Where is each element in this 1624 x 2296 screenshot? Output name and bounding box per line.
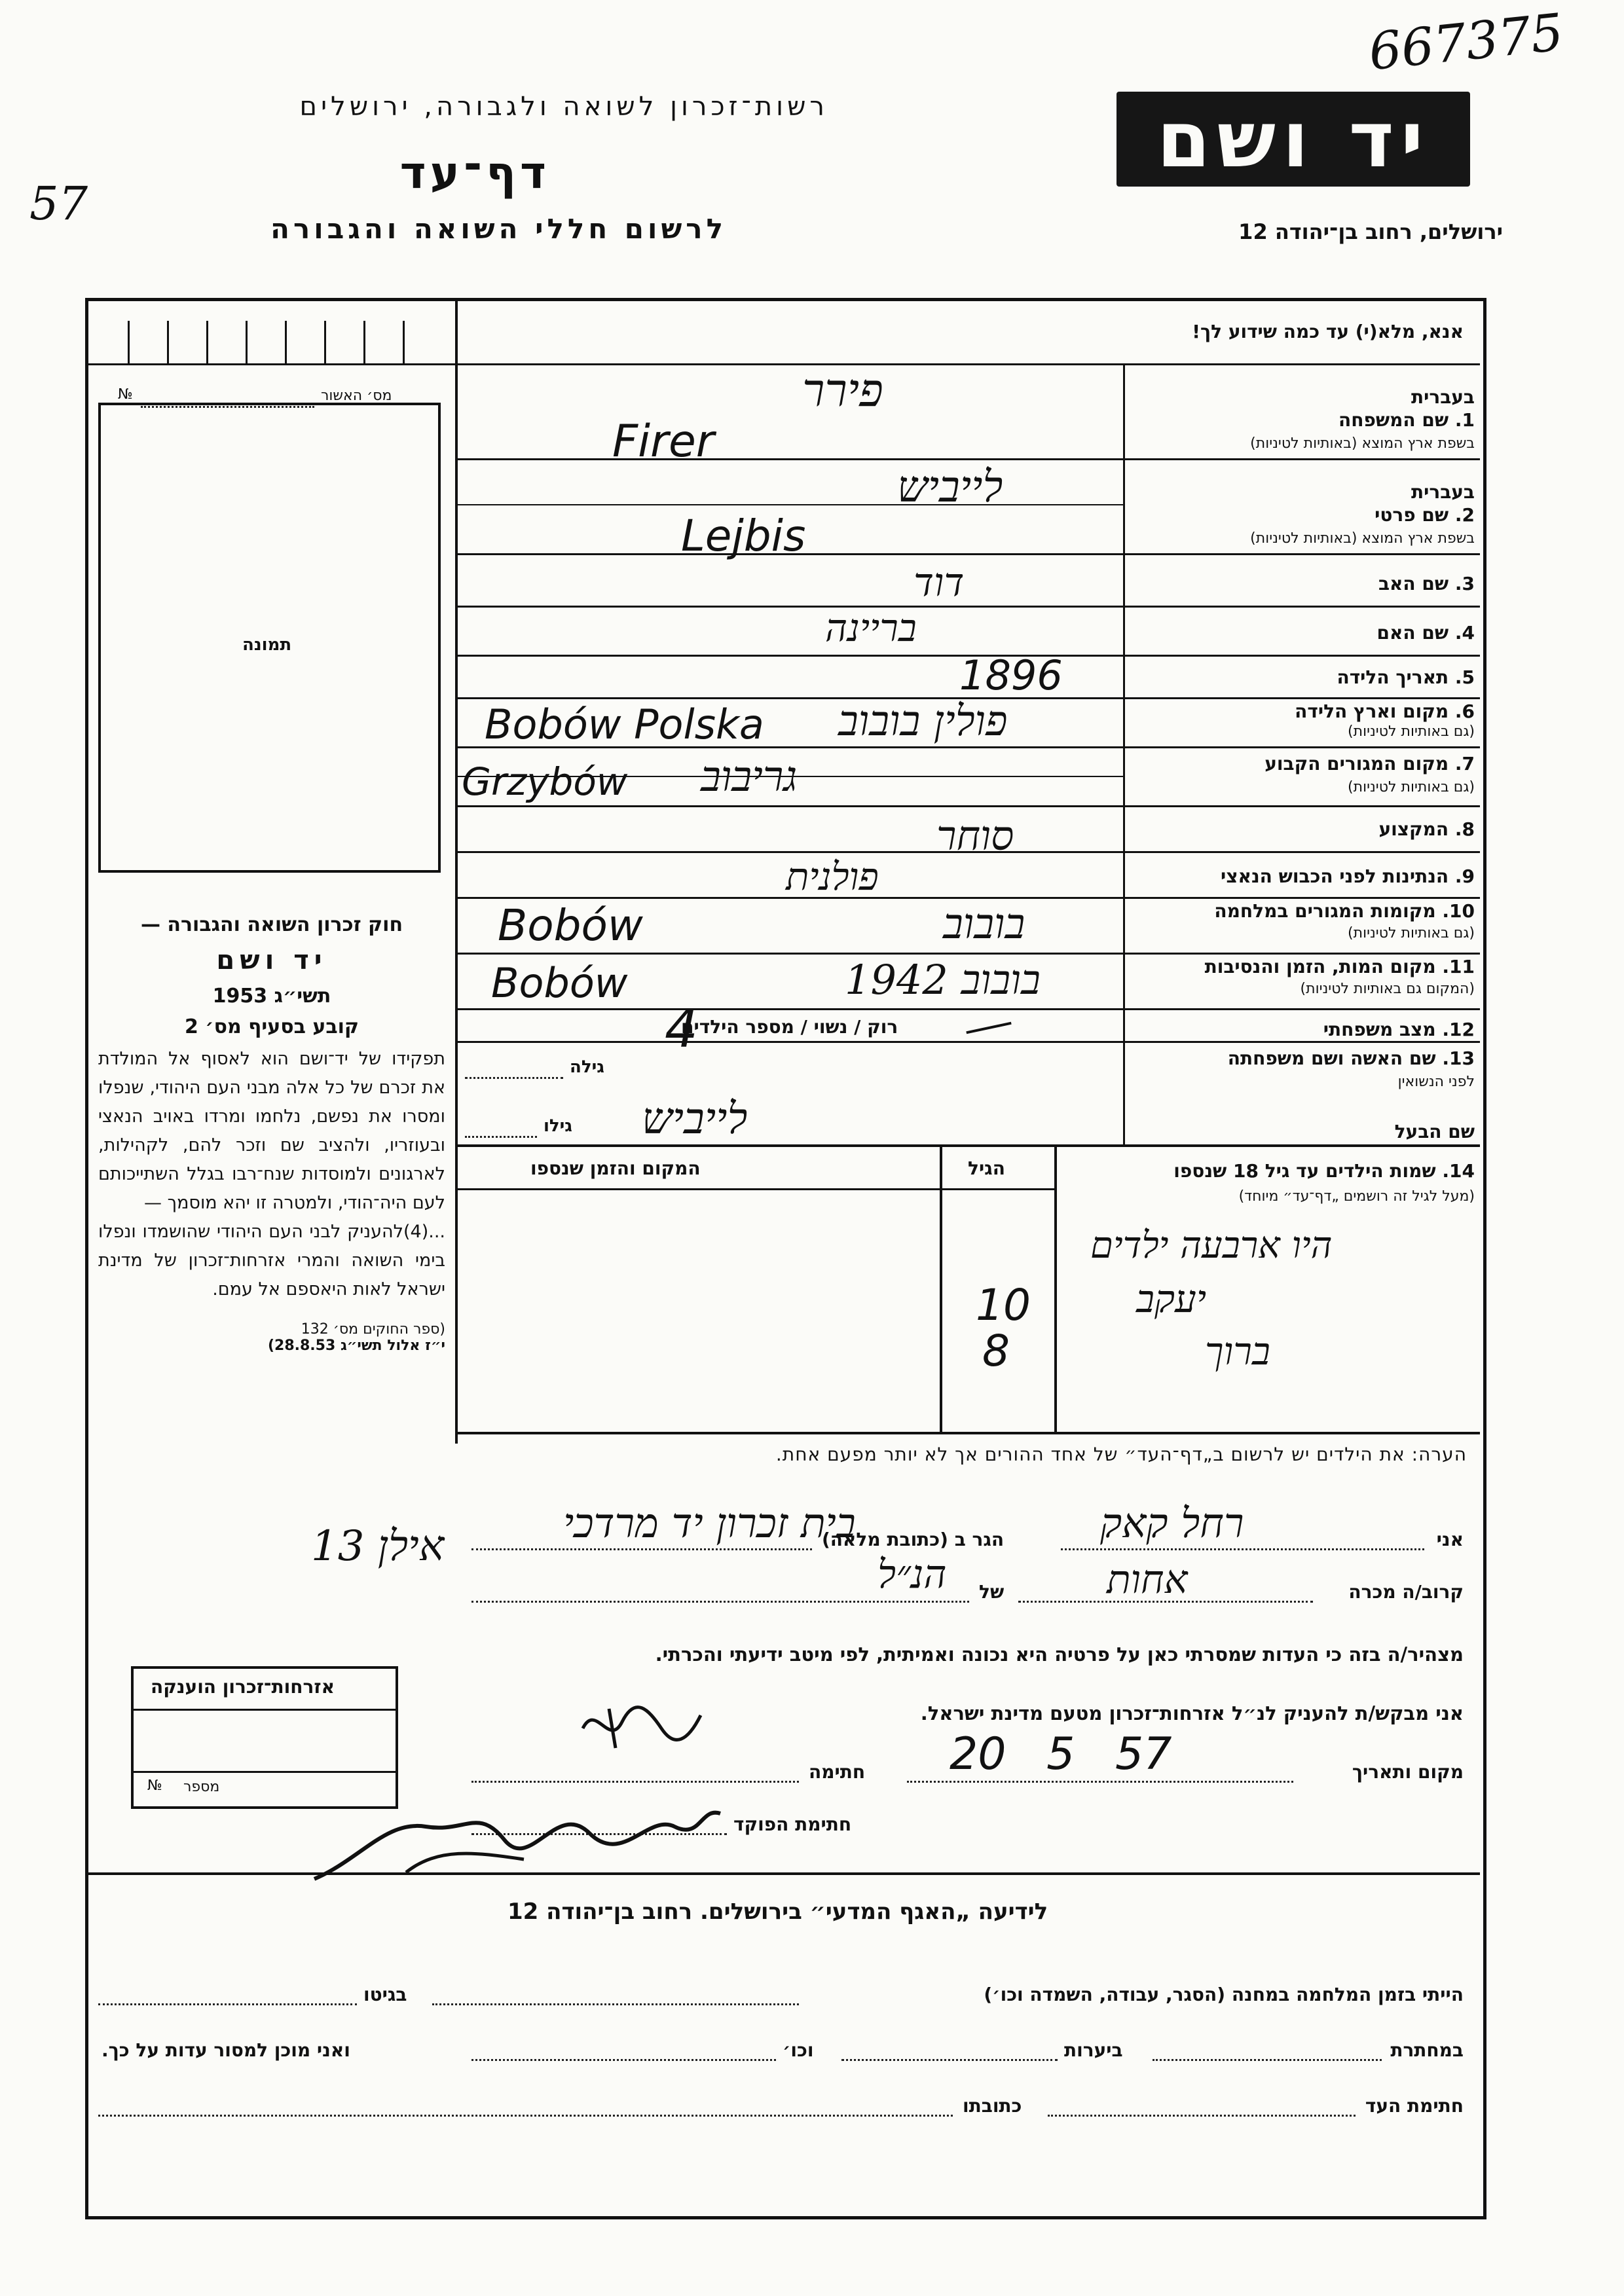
f3-value: דוד — [913, 560, 965, 606]
archive-number-handwritten: 667375 — [1366, 3, 1566, 82]
declaration-text: מצהיר/ה בזה כי העדות שמסרתי כאן על פרטיה היא נכונה ואמיתית, לפי מיטב ידיעתי והכרתי. — [655, 1643, 1464, 1666]
relative-label: קרוב/ה מכרה — [1348, 1581, 1464, 1603]
footer-etc: וכו׳ — [783, 2039, 814, 2061]
law-reference-date: י״ז אלול תשי״ג 28.8.53) — [267, 1338, 445, 1354]
f8-value: סוחר — [936, 812, 1014, 860]
f2-label: 2. שם פרטי — [1375, 504, 1475, 526]
footer-title: לידיעה „האגף המדעי״ בירושלים. רחוב בן־יהודה 12 — [507, 1899, 1048, 1925]
child-row-3-name: ברוך — [1205, 1329, 1270, 1374]
f10-value-latin: Bobów — [498, 900, 643, 951]
f4-value: בריינה — [825, 606, 917, 650]
husband-age-label: גילו — [544, 1116, 572, 1136]
law-text: תפקידו של יד־ושם הוא לאסוף אל המולדת את זכרם של כל אלה מבני העם היהודי, שנפלו ומסרו את נפשם, נלחמו ומרדו באויב הנאצי ובעוזריו, ולהציב שם וזכר להם, לקהילות, לארגונים ולמוסדות שנח־רבו בגלל השתייכותם לעם היה־הודי, ולמטרה זו יהא מוסמך — — [98, 1049, 445, 1213]
f11-sub: (המקום גם באותיות לטיניות) — [1300, 981, 1475, 997]
f11-value-latin: Bobów — [491, 959, 628, 1007]
f9-value: פולנית — [786, 854, 879, 899]
f12-label: 12. מצב משפחתי — [1323, 1019, 1475, 1040]
f10-value-hebrew: בובוב — [943, 900, 1025, 949]
f1-value-hebrew: פירר — [802, 363, 883, 417]
instruction-text: אנא, מלא(י) עד כמה שידוע לך! — [1192, 321, 1464, 342]
child-row-3-age: 8 — [982, 1326, 1010, 1376]
law-clause: קובע בסעיף מס׳ 2 — [184, 1015, 360, 1038]
f2-value-hebrew: לייביש — [897, 462, 1003, 512]
footer-witness-address: כתובתו — [963, 2095, 1022, 2117]
f11-value-hebrew: בובוב 1942 — [845, 956, 1041, 1004]
law-name: יד ושם — [216, 945, 327, 975]
child-row-2-age: 10 — [976, 1280, 1031, 1330]
wife-age-label: גילה — [570, 1057, 604, 1077]
children-label: 14. שמות הילדים עד גיל 18 שנספו — [1173, 1160, 1475, 1182]
margin-number-handwritten: 57 — [29, 177, 88, 230]
child-row-2-name: יעקב — [1136, 1277, 1207, 1321]
f7-value-latin: Grzybów — [462, 759, 628, 804]
form-title: דף־עד — [399, 147, 550, 199]
f2-sub: בשפת ארץ המוצא (באותיות לטיניות) — [1250, 530, 1475, 547]
authority-name: רשות־זכרון לשואה ולגבורה, ירושלים — [299, 92, 828, 122]
resident-label: הגר ב (כתובת מלאה) — [822, 1529, 1005, 1550]
of-label: של — [979, 1581, 1005, 1603]
f5-value: 1896 — [959, 651, 1063, 699]
f8-label: 8. המקצוע — [1378, 818, 1475, 840]
f7-sub: (גם באותיות לטיניות) — [1348, 779, 1475, 795]
declarant-signature — [570, 1689, 707, 1761]
request-text: אני מבקש/ת להעניק לנ״ל אזרחות־זכרון מטעם מדינת ישראל. — [920, 1702, 1464, 1724]
f4-label: 4. שם האם — [1376, 622, 1475, 644]
f6-sub: (גם באותיות לטיניות) — [1348, 723, 1475, 740]
institution-address: ירושלים, רחוב בן־יהודה 12 — [1238, 219, 1503, 244]
child-row-1-name: היו ארבעה ילדים — [1090, 1224, 1333, 1267]
yad-vashem-logo: יד ושם — [1116, 92, 1470, 187]
f3-label: 3. שם האב — [1378, 573, 1475, 594]
official-signature-label: חתימת הפוקד — [733, 1813, 852, 1835]
f10-sub: (גם באותיות לטיניות) — [1348, 925, 1475, 941]
no-symbol: № — [118, 386, 133, 403]
f6-label: 6. מקום וארץ הלידה — [1295, 701, 1475, 722]
f6-value-latin: Bobów Polska — [485, 701, 764, 748]
husband-label: שם הבעל — [1394, 1121, 1475, 1142]
footer-underground: במחתרת — [1390, 2039, 1464, 2061]
children-note: הערה: את הילדים יש לרשום ב„דף־העד״ של אחד ההורים אך לא יותר מפעם אחת. — [775, 1444, 1467, 1465]
children-sub: (מעל לגיל זה רושמים „דף־עד״ מיוחד) — [1238, 1188, 1475, 1205]
f6-value-hebrew: פולין בובוב — [838, 697, 1008, 746]
f13-sub: לפני הנשואין — [1397, 1074, 1475, 1090]
footer-ghetto: בגיטו — [363, 1984, 407, 2005]
citizenship-number-label: מספר — [183, 1779, 220, 1795]
f12-children-count: 4 — [665, 998, 698, 1059]
f1-value-latin: Firer — [612, 416, 714, 467]
marital-options: רוק / נשוי / מספר הילדים — [681, 1016, 898, 1038]
photo-label: תמונה — [242, 635, 292, 655]
f5-label: 5. תאריך הלידה — [1337, 666, 1475, 688]
citizenship-title: אזרחות־זכרון הוענקה — [151, 1676, 335, 1698]
footer-witness-signature: חתימת העד — [1365, 2095, 1464, 2117]
law-reference: (ספר החוקים מס׳ 132 — [301, 1321, 445, 1338]
approval-number-label: מס׳ האשור — [321, 388, 392, 404]
f1-label: 1. שם המשפחה — [1338, 409, 1475, 431]
f7-label: 7. מקום המגורים הקבוע — [1264, 753, 1475, 774]
form-subtitle: לרשום חללי השואה והגבורה — [270, 213, 727, 245]
of-value: הנ״ל — [877, 1552, 947, 1597]
declarant-address-2: אילן 13 — [311, 1522, 445, 1571]
law-title: חוק זכרון השואה והגבורה — — [140, 913, 403, 936]
footer-ready: ואני מוכן למסור עדות על כך. — [101, 2039, 350, 2061]
f7-value-hebrew: גריבוב — [701, 753, 798, 801]
footer-camp-line: הייתי בזמן המלחמה במחנה (הסגר, עבודה, השמדה וכו׳) — [984, 1984, 1464, 2005]
f2-value-latin: Lejbis — [681, 511, 806, 561]
relation-value: אחות — [1107, 1557, 1188, 1603]
citizenship-no-symbol: № — [147, 1777, 162, 1794]
law-year: תשי״ג 1953 — [212, 985, 331, 1008]
f9-label: 9. הנתינות לפני הכבוש הנאצי — [1221, 866, 1475, 887]
children-age-header: הגיל — [968, 1157, 1005, 1179]
law-text-2: ...(4)להעניק לבני העם היהודי שהושמדו ונפלו בימי השואה והמרי אזרחות־זכרון של מדינת ישראל לאות היאספם אל עמם. — [98, 1222, 445, 1300]
f13-label: 13. שם האשה ושם משפחתה — [1227, 1048, 1475, 1069]
place-date-label: מקום ותאריך — [1352, 1761, 1464, 1783]
f13-value: לייביש — [642, 1093, 748, 1144]
f1-in-hebrew: בעברית — [1411, 386, 1475, 408]
children-place-header: המקום והזמן שנספו — [530, 1157, 701, 1179]
declarant-i-label: אני — [1436, 1529, 1464, 1550]
date-value: 20 5 57 — [950, 1728, 1172, 1780]
f10-label: 10. מקומות המגורים במלחמה — [1214, 900, 1475, 922]
law-excerpt — [98, 913, 445, 1354]
signature-label: חתימה — [809, 1761, 866, 1783]
f1-sub: בשפת ארץ המוצא (באותיות לטיניות) — [1250, 435, 1475, 452]
declarant-address: בית זכרון יד מרדכי — [563, 1499, 856, 1547]
footer-forests: ביערות — [1064, 2039, 1123, 2061]
f2-in-hebrew: בעברית — [1411, 481, 1475, 503]
declarant-name: רחל קאק — [1100, 1499, 1244, 1547]
f11-label: 11. מקום המות, הזמן והנסיבות — [1204, 956, 1475, 977]
